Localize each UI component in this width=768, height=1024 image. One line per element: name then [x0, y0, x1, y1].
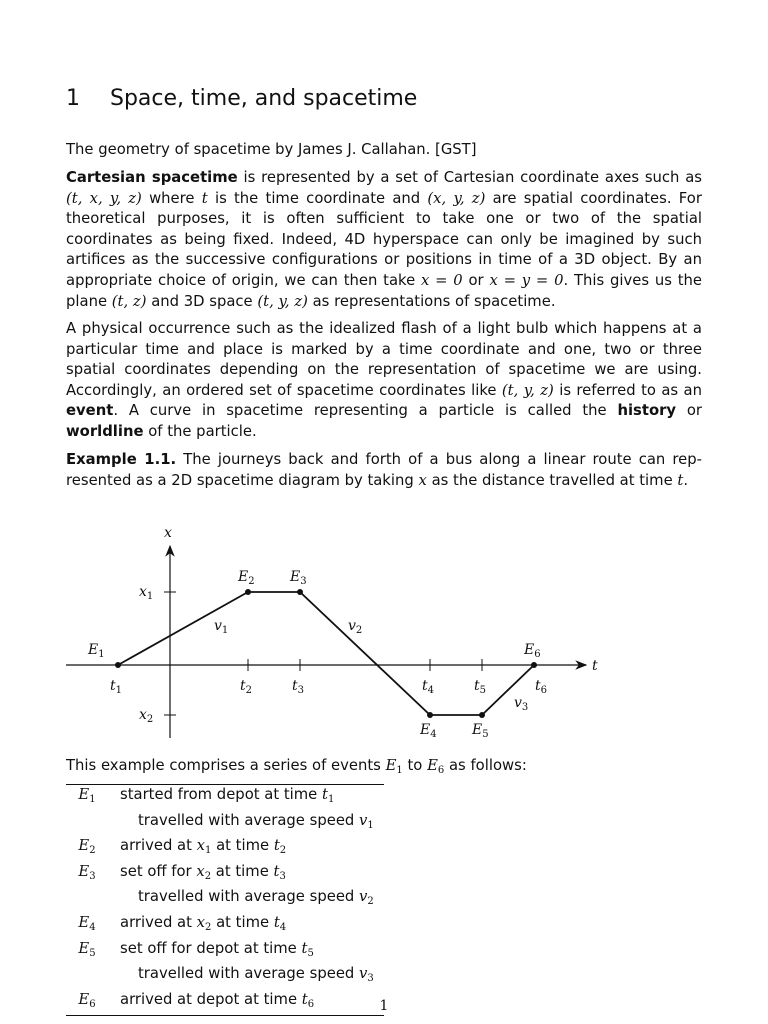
event-cell: $E_1$ [78, 786, 96, 805]
section-number: 1 [66, 86, 80, 111]
table-row [66, 862, 384, 888]
event-cell [66, 964, 120, 990]
table-row [66, 836, 384, 862]
example-paragraph: Example 1.1. The journeys back and forth of a bus along a linear route can represented as a 2D spacetime diagram by taking x as the distance travelled at time t. [66, 451, 702, 489]
event-label-e6: $E_6$ [524, 642, 541, 660]
event-label-e2: $E_2$ [238, 569, 255, 587]
event-cell: $E_6$ [78, 990, 96, 1010]
term-cartesian-spacetime: Cartesian spacetime [66, 169, 238, 186]
speed-label-v2: $v_2$ [348, 618, 363, 636]
event-point-e6 [531, 662, 537, 668]
tick-label-t1: $t_1$ [110, 678, 123, 696]
description-cell: arrived at $x_1$ at time $t_2$ [120, 837, 287, 857]
table-row [66, 964, 384, 990]
tick-label-x1: $x_1$ [139, 584, 154, 602]
description-cell: arrived at depot at time $t_6$ [120, 990, 315, 1010]
event-point-e3 [297, 589, 303, 595]
event-cell: $E_3$ [78, 862, 96, 882]
event-cell: $E_2$ [78, 837, 96, 857]
description-cell: travelled with average speed $v_3$ [138, 965, 374, 985]
speed-label-v1: $v_1$ [214, 618, 229, 636]
tick-label-t2: $t_2$ [240, 678, 253, 696]
event-cell: $E_4$ [78, 913, 96, 933]
event-point-e1 [115, 662, 121, 668]
table-row [66, 939, 384, 965]
tick-label-t4: $t_4$ [422, 678, 435, 696]
example-label: Example 1.1. [66, 451, 177, 468]
spacetime-diagram [0, 520, 768, 780]
speed-label-v3: $v_3$ [514, 695, 529, 713]
event-label-e4: $E_4$ [420, 722, 437, 740]
event-label-e3: $E_3$ [290, 569, 307, 587]
table-row [66, 887, 384, 913]
tick-label-x2: $x_2$ [139, 707, 154, 725]
paragraph-cartesian-spacetime: Cartesian spacetime is represented by a set of Cartesian coordinate axes such as (t, x, y, z) where t is the time coordinate and (x, y, z) are spatial coordinates. For theoretical purposes, it is often sufficient to take one or two of the spatial coordinates as being fixed. Indeed, 4D hyperspace can only be imagined by such artifices as the successive configurations or positions in time of a 3D object. By an appropriate choice of origin, we can then take x = 0 or x = y = 0. This gives us the plane (t, z) and 3D space (t, y, z) as representations of spacetime. [66, 169, 703, 310]
description-cell: set off for depot at time $t_5$ [120, 939, 314, 959]
reference-line: The geometry of spacetime by James J. Callahan. [GST] [66, 141, 477, 158]
event-cell [66, 811, 120, 837]
page-number: 1 [379, 998, 389, 1014]
event-point-e4 [427, 712, 433, 718]
event-label-e1: $E_1$ [88, 642, 105, 660]
event-cell [66, 887, 120, 913]
events-table [66, 784, 384, 1016]
event-point-e2 [245, 589, 251, 595]
description-cell: set off for $x_2$ at time $t_3$ [120, 862, 286, 882]
table-row [66, 811, 384, 837]
section-heading [66, 86, 417, 111]
table-row [66, 785, 384, 811]
term-history: history [617, 402, 677, 420]
term-event: event [66, 402, 114, 420]
table-row [66, 913, 384, 939]
tick-label-t3: $t_3$ [292, 678, 305, 696]
t-axis-label: t [592, 658, 598, 674]
worldline [118, 592, 534, 715]
event-cell: $E_5$ [78, 939, 96, 959]
term-worldline: worldline [66, 422, 144, 440]
description-cell: arrived at $x_2$ at time $t_4$ [120, 913, 287, 933]
x-axis-label: x [164, 525, 172, 541]
events-intro: This example comprises a series of events $E_1$ to $E_6$ as follows: [66, 757, 527, 776]
event-point-e5 [479, 712, 485, 718]
tick-label-t5: $t_5$ [474, 678, 487, 696]
description-cell: started from depot at time $t_1$ [120, 786, 335, 805]
paragraph-events: A physical occurrence such as the idealized flash of a light bulb which happens at a particular time and place is marked by a time coordinate and one, two or three spatial coordinates depending on the representation of spacetime we are using. Accordingly, an ordered set of spacetime coordinates like (t, y, z) is referred to as an event. A curve in spacetime representing a particle is called the history or worldline of the particle. [66, 320, 702, 440]
tick-label-t6: $t_6$ [535, 678, 548, 696]
section-title: Space, time, and spacetime [110, 86, 418, 111]
event-label-e5: $E_5$ [472, 722, 489, 740]
description-cell: travelled with average speed $v_2$ [138, 888, 374, 908]
description-cell: travelled with average speed $v_1$ [138, 811, 374, 831]
